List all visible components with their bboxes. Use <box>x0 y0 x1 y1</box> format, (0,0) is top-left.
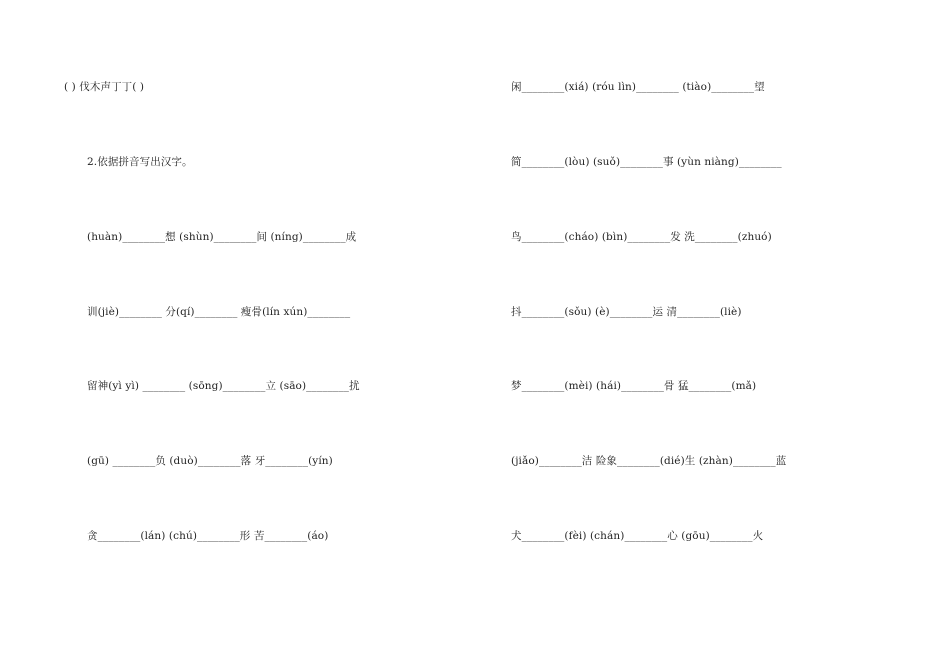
left-exercise-line-4: (gū) ________负 (duò)________落 牙________(yín) <box>87 455 333 467</box>
left-exercise-line-3: 留神(yì yì) ________ (sōng)________立 (sāo)________扰 <box>87 380 360 392</box>
right-exercise-line-3: 鸟________(cháo) (bìn)________发 洗________(zhuó) <box>511 231 772 243</box>
right-exercise-line-2: 简________(lòu) (suǒ)________事 (yùn niàng)________ <box>511 156 782 168</box>
section-heading: 2.依据拼音写出汉字。 <box>87 156 193 168</box>
left-exercise-line-1: (huàn)________想 (shùn)________间 (níng)________成 <box>87 231 357 243</box>
right-exercise-line-7: 犬________(fèi) (chán)________心 (gōu)________火 <box>511 530 764 542</box>
left-exercise-line-5: 贪________(lán) (chú)________形 苦________(áo) <box>87 530 329 542</box>
right-exercise-line-6: (jiǎo)________洁 险象________(dié)生 (zhàn)________蓝 <box>511 455 787 467</box>
intro-line: ( ) 伐木声丁丁( ) <box>64 81 145 93</box>
right-exercise-line-4: 抖________(sǒu) (è)________运 清________(liè) <box>511 306 742 318</box>
left-exercise-line-2: 训(jiè)________ 分(qí)________ 瘦骨(lín xún)________ <box>87 306 351 318</box>
right-exercise-line-1: 闲________(xiá) (róu lìn)________ (tiào)________望 <box>511 81 765 93</box>
right-exercise-line-5: 梦________(mèi) (hái)________骨 猛________(mǎ) <box>511 380 757 392</box>
